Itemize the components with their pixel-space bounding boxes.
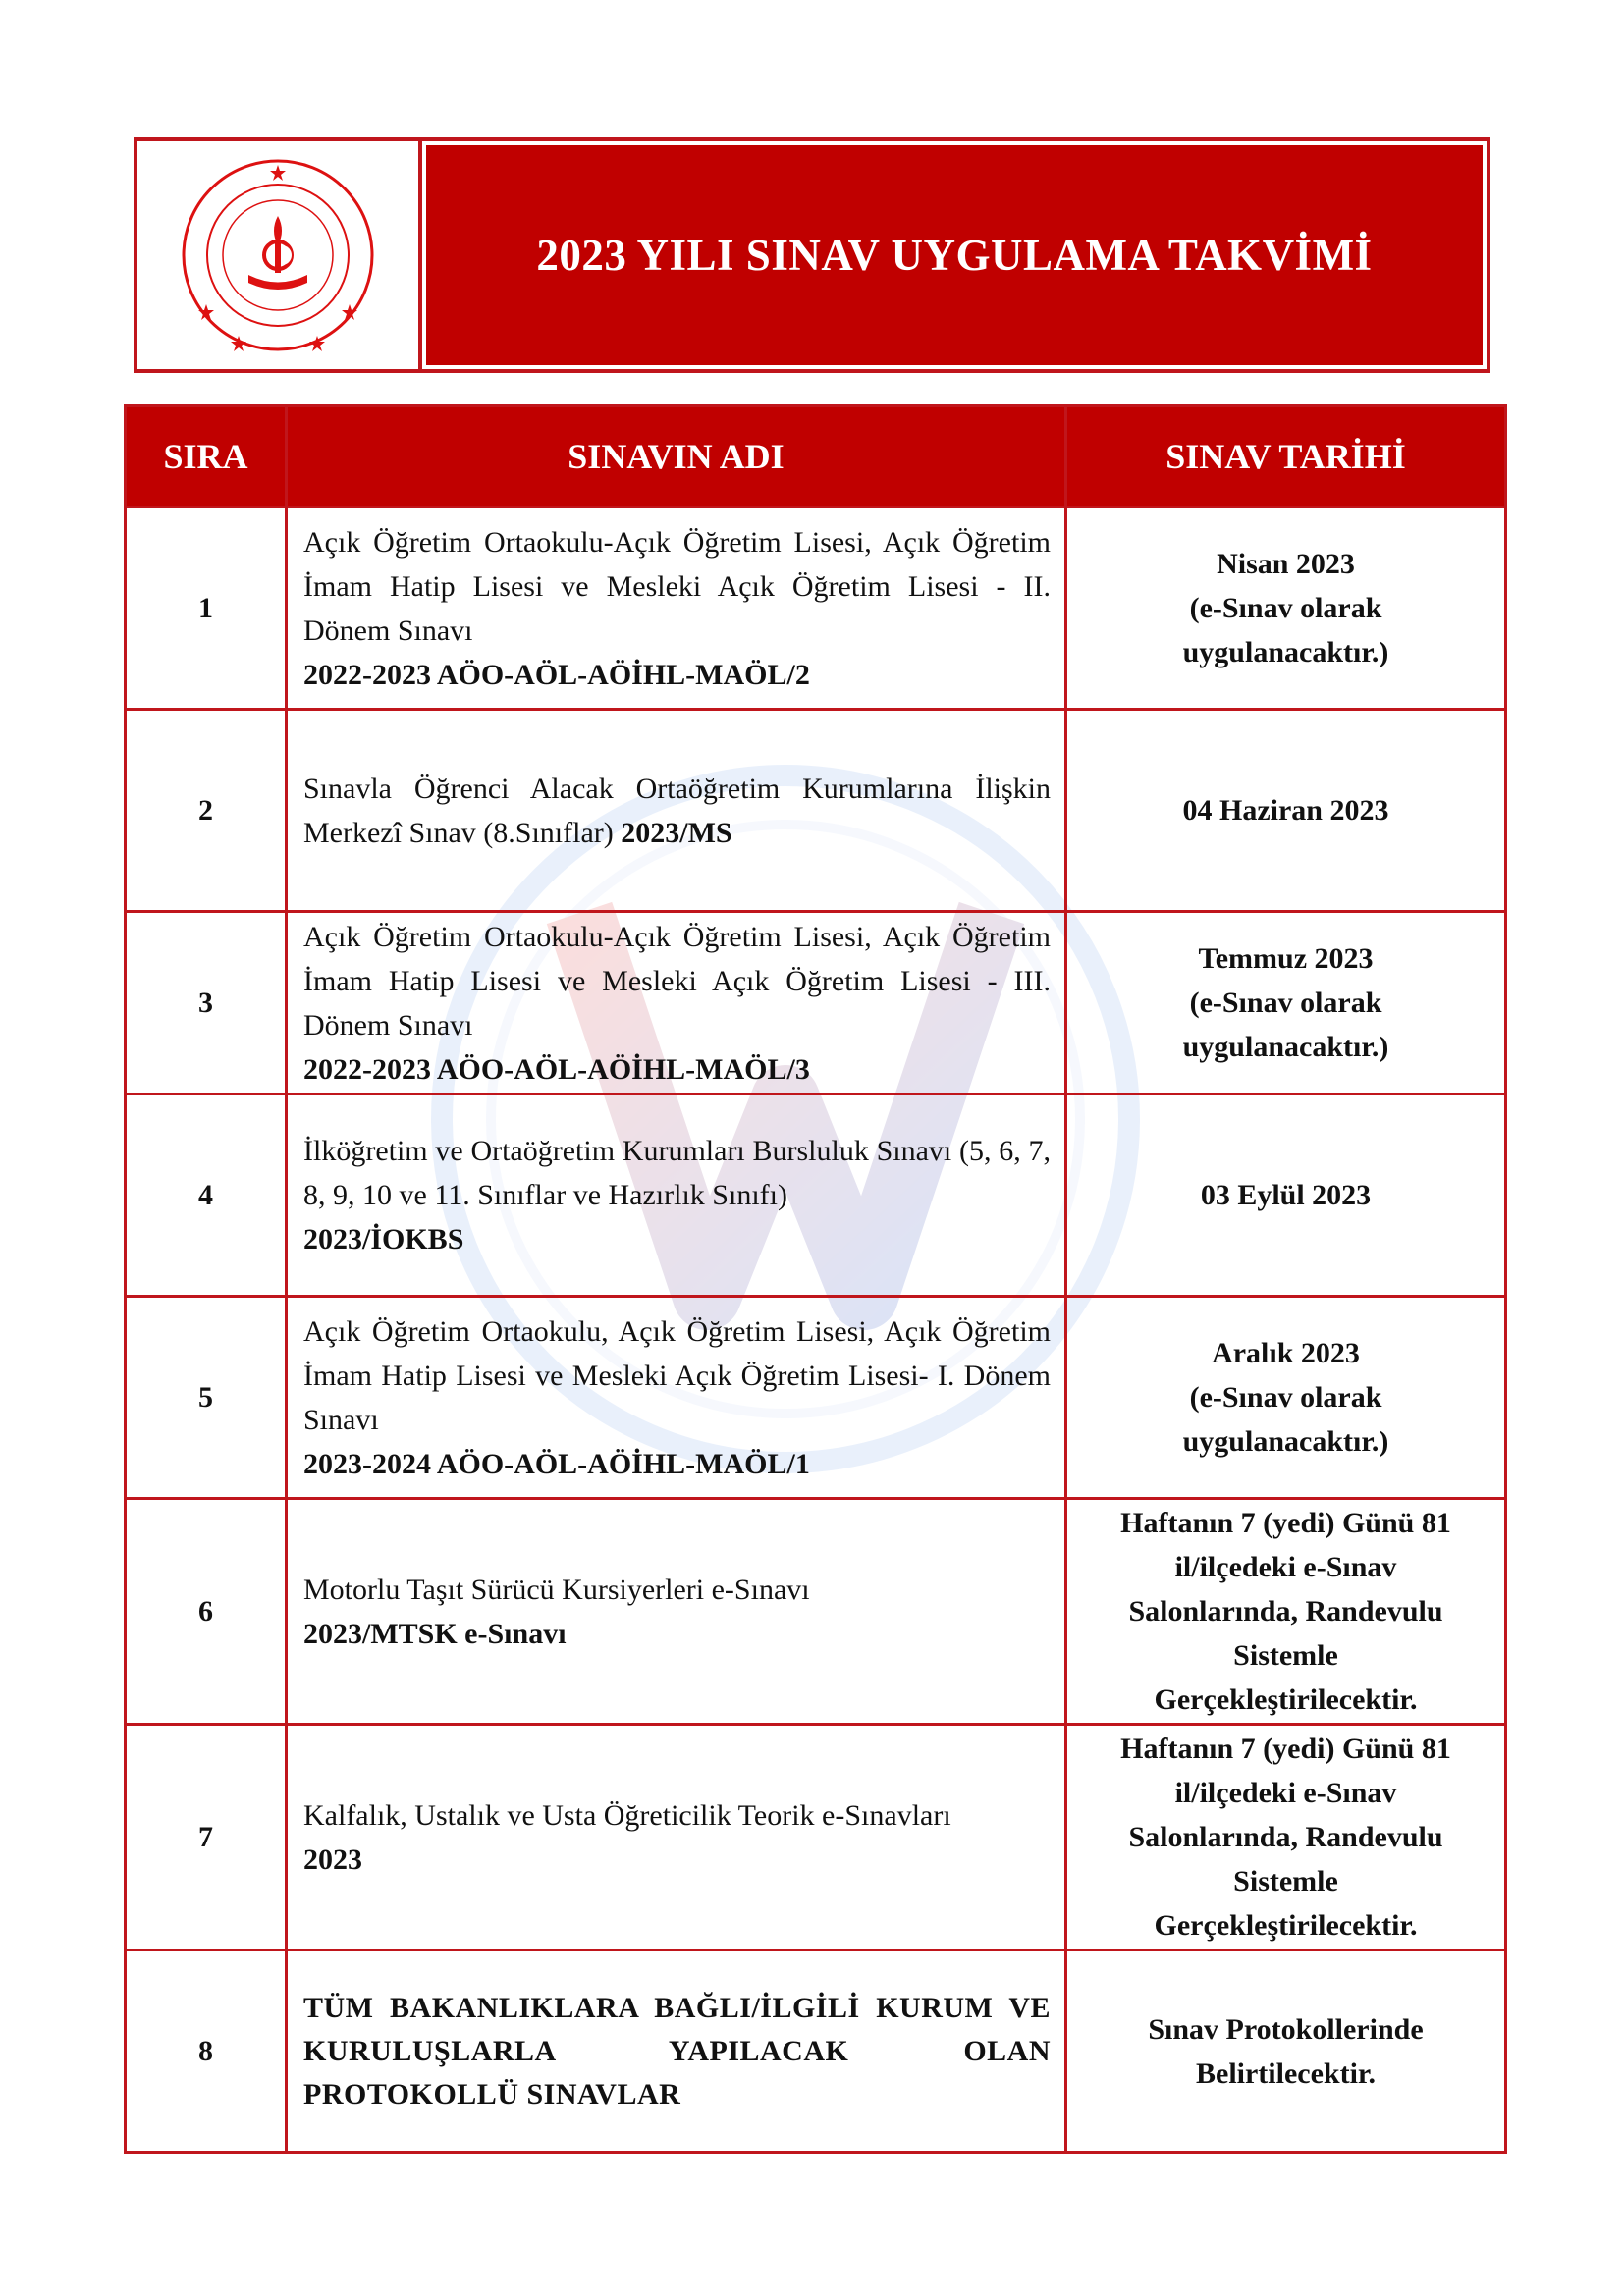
exam-code: 2022-2023 AÖO-AÖL-AÖİHL-MAÖL/2 [303,658,810,691]
header-sinavin-adi: SINAVIN ADI [287,406,1066,507]
exam-name: İlköğretim ve Ortaöğretim Kurumları Bursluluk Sınavı (5, 6, 7, 8, 9, 10 ve 11. Sınıflar ve Hazırlık Sınıfı) [303,1135,1051,1211]
header-banner [134,137,1490,373]
exam-name-cell [287,1950,1066,2153]
exam-name-cell [287,1725,1066,1950]
table-row [126,1499,1506,1725]
row-number: 5 [126,1297,287,1499]
row-number: 7 [126,1725,287,1950]
exam-code: 2023-2024 AÖO-AÖL-AÖİHL-MAÖL/1 [303,1447,810,1480]
exam-date-line: 03 Eylül 2023 [1200,1179,1372,1211]
exam-date-line: Nisan 2023 [1217,548,1355,580]
table-row [126,1095,1506,1297]
exam-code: 2023 [303,1842,362,1876]
exam-name-cell [287,1499,1066,1725]
page-title: 2023 YILI SINAV UYGULAMA TAKVİMİ [536,231,1373,280]
exam-date-line: il/ilçedeki e-Sınav [1174,1551,1397,1583]
exam-date-cell [1066,1095,1506,1297]
exam-date-line: uygulanacaktır.) [1182,1425,1389,1458]
exam-date-cell [1066,1950,1506,2153]
row-number: 2 [126,710,287,912]
table-row [126,912,1506,1095]
exam-date-line: Gerçekleştirilecektir. [1154,1683,1418,1716]
exam-date-line: Gerçekleştirilecektir. [1154,1909,1418,1942]
table-row [126,1297,1506,1499]
row-number: 4 [126,1095,287,1297]
exam-name: TÜM BAKANLIKLARA BAĞLI/İLGİLİ KURUM VE KURULUŞLARLA YAPILACAK OLAN PROTOKOLLÜ SINAVLAR [303,1991,1051,2110]
exam-name-cell [287,1095,1066,1297]
exam-date-line: Sistemle [1233,1865,1338,1897]
exam-date-line: (e-Sınav olarak [1189,987,1382,1019]
table-row [126,1725,1506,1950]
table-header-row [126,406,1506,507]
exam-date-line: Haftanın 7 (yedi) Günü 81 [1120,1507,1451,1539]
exam-name: Açık Öğretim Ortaokulu, Açık Öğretim Lisesi, Açık Öğretim İmam Hatip Lisesi ve Mesleki Açık Öğretim Lisesi- I. Dönem Sınavı [303,1314,1051,1436]
exam-date-line: 04 Haziran 2023 [1182,794,1389,827]
row-number: 1 [126,507,287,710]
exam-code: 2023/MTSK e-Sınavı [303,1617,567,1650]
title-area [422,141,1487,369]
exam-date-cell [1066,1297,1506,1499]
exam-name: Sınavla Öğrenci Alacak Ortaöğretim Kurumlarına İlişkin Merkezî Sınav (8.Sınıflar) [303,772,1051,849]
exam-name: Kalfalık, Ustalık ve Usta Öğreticilik Teorik e-Sınavları [303,1798,951,1832]
exam-code: 2023/İOKBS [303,1223,464,1255]
exam-date-line: Sistemle [1233,1639,1338,1672]
meb-emblem-icon [180,157,376,353]
exam-date-cell [1066,912,1506,1095]
row-number: 3 [126,912,287,1095]
row-number: 6 [126,1499,287,1725]
exam-code: 2022-2023 AÖO-AÖL-AÖİHL-MAÖL/3 [303,1052,810,1086]
exam-date-line: uygulanacaktır.) [1182,1031,1389,1063]
meb-logo [137,141,422,369]
exam-name-cell [287,507,1066,710]
exam-name-cell [287,912,1066,1095]
exam-date-line: (e-Sınav olarak [1189,592,1382,624]
table-row [126,1950,1506,2153]
exam-schedule-table [124,404,1507,2154]
exam-code: 2023/MS [621,816,732,849]
exam-date-line: Haftanın 7 (yedi) Günü 81 [1120,1733,1451,1765]
row-number: 8 [126,1950,287,2153]
header-sinav-tarihi: SINAV TARİHİ [1066,406,1506,507]
table-row [126,507,1506,710]
exam-date-line: il/ilçedeki e-Sınav [1174,1777,1397,1809]
exam-date-line: Salonlarında, Randevulu [1128,1821,1443,1853]
exam-name: Motorlu Taşıt Sürücü Kursiyerleri e-Sınavı [303,1573,810,1606]
table-row [126,710,1506,912]
exam-date-line: Aralık 2023 [1212,1337,1360,1369]
exam-date-cell [1066,710,1506,912]
exam-date-line: Temmuz 2023 [1198,942,1374,975]
exam-name: Açık Öğretim Ortaokulu-Açık Öğretim Lisesi, Açık Öğretim İmam Hatip Lisesi ve Mesleki Açık Öğretim Lisesi - III. Dönem Sınavı [303,920,1051,1041]
exam-date-line: Salonlarında, Randevulu [1128,1595,1443,1628]
exam-name-cell [287,1297,1066,1499]
header-sira: SIRA [126,406,287,507]
exam-date-line: Belirtilecektir. [1196,2056,1376,2090]
exam-date-cell [1066,1499,1506,1725]
exam-date-line: (e-Sınav olarak [1189,1381,1382,1414]
exam-name-cell [287,710,1066,912]
exam-date-cell [1066,1725,1506,1950]
exam-date-line: Sınav Protokollerinde [1148,2012,1424,2046]
exam-date-cell [1066,507,1506,710]
exam-name: Açık Öğretim Ortaokulu-Açık Öğretim Lisesi, Açık Öğretim İmam Hatip Lisesi ve Mesleki Açık Öğretim Lisesi - II. Dönem Sınavı [303,525,1051,647]
exam-date-line: uygulanacaktır.) [1182,636,1389,668]
